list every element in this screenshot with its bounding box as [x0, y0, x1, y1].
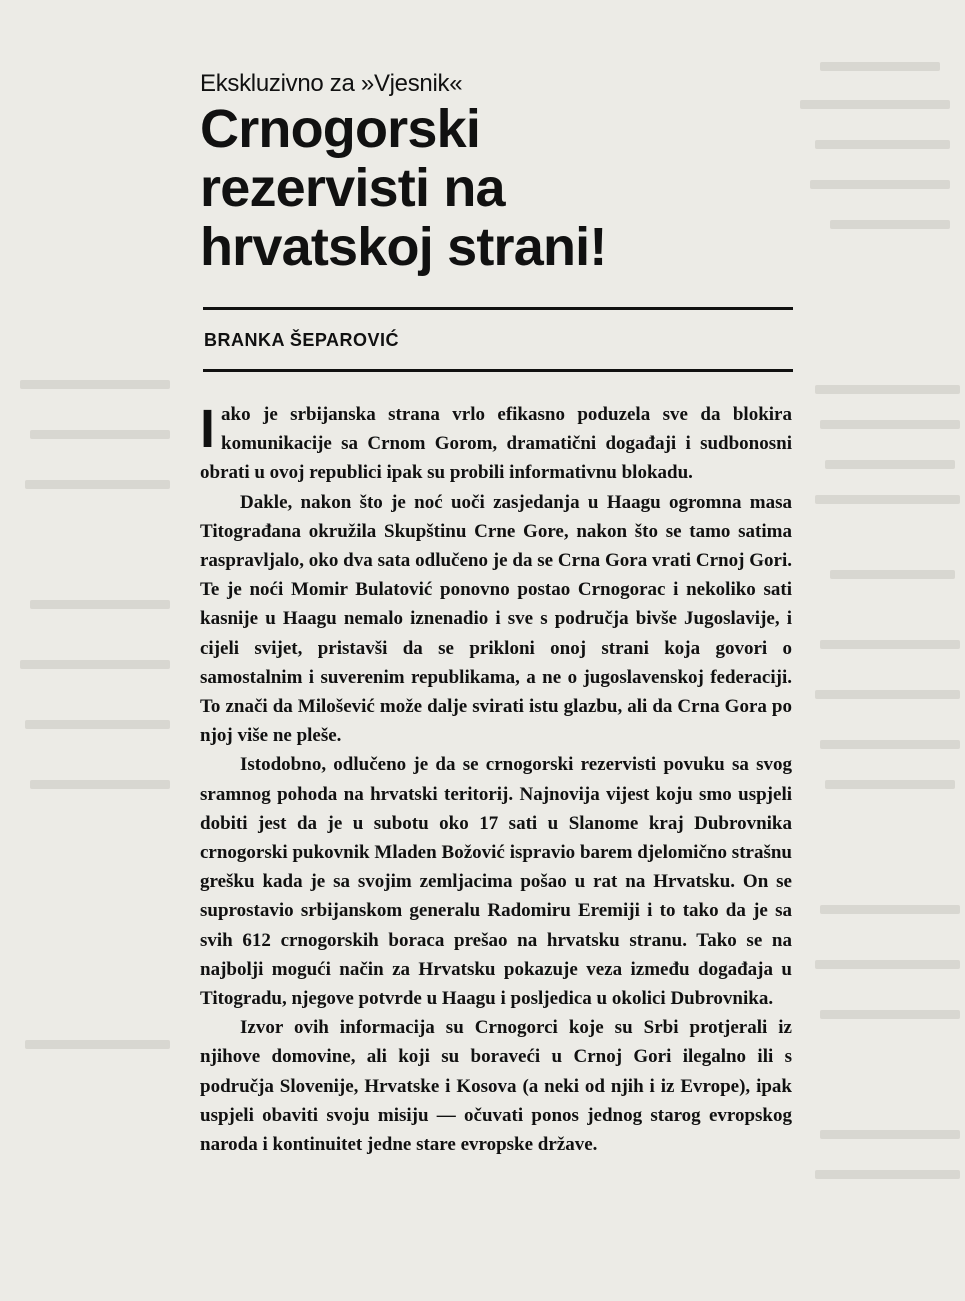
headline-line: Crnogorski: [200, 99, 481, 159]
headline-line: hrvatskoj strani!: [200, 217, 607, 277]
byline: BRANKA ŠEPAROVIĆ: [204, 330, 400, 350]
paragraph: Istodobno, odlučeno je da se crnogorski rezervisti povuku sa svog sramnog pohoda na hrvatski teritorij. Najnovija vijest koju smo uspjeli dobiti jest da je u subotu oko 17 sati u Slanome kraj Dubrovnika crnogorski pukovnik Mladen Božović ispravio barem djelomično strašnu grešku kada je sa svojim zemljacima pošao u rat na Hrvatsku. On se suprostavio srbijanskom generalu Radomiru Eremiji i to tako da je sa svih 612 crnogorskih boraca prešao na hrvatsku stranu. Tako se na najbolji mogući način za Hrvatsku pokazuje veza između događaja u Titogradu, njegove potvrde u Haagu i posljedica u okolici Dubrovnika.: [200, 754, 792, 1010]
paragraph-text: ako je srbijanska strana vrlo efikasno poduzela sve da blokira komunikacije sa Crnom Gorom, dramatični događaji i sudbonosni obrati u ovoj republici ipak su probili informativnu blokadu.: [200, 404, 792, 484]
kicker: Ekskluzivno za »Vjesnik«: [200, 70, 463, 97]
rule-divider: [203, 307, 793, 310]
rule-divider: [203, 369, 793, 372]
news-article: [200, 70, 800, 1159]
drop-cap: I: [200, 399, 216, 459]
paragraph: Izvor ovih informacija su Crnogorci koje su Srbi protjerali iz njihove domovine, ali koji su boraveći u Crnoj Gori ilegalno ili s područja Slovenije, Hrvatske i Kosova (a neki od njih i iz Evrope), ipak uspjeli obaviti svoju misiju — očuvati ponos jednog starog evropskog naroda i kontinuitet jedne stare evropske države.: [200, 1017, 792, 1156]
headline: [200, 100, 800, 277]
headline-line: rezervisti na: [200, 158, 505, 218]
paragraph: Dakle, nakon što je noć uoči zasjedanja u Haagu ogromna masa Titograđana okružila Skupštinu Crne Gore, nakon što se tamo satima raspravljalo, oko dva sata odlučeno je da se Crna Gora vrati Crnoj Gori. Te je noći Momir Bulatović ponovno postao Crnogorac i nekoliko sati kasnije u Haagu nemalo iznenadio i sve s područja bivše Jugoslavije, i cijeli svijet, pristavši da se prikloni onoj strani koja govori o samostalnim i suverenim republikama, a ne o jugoslavenskoj federaciji. To znači da Milošević može dalje svirati istu glazbu, ali da Crna Gora po njoj više ne pleše.: [200, 491, 792, 747]
paragraph: [200, 400, 792, 488]
article-body: [200, 400, 792, 1159]
